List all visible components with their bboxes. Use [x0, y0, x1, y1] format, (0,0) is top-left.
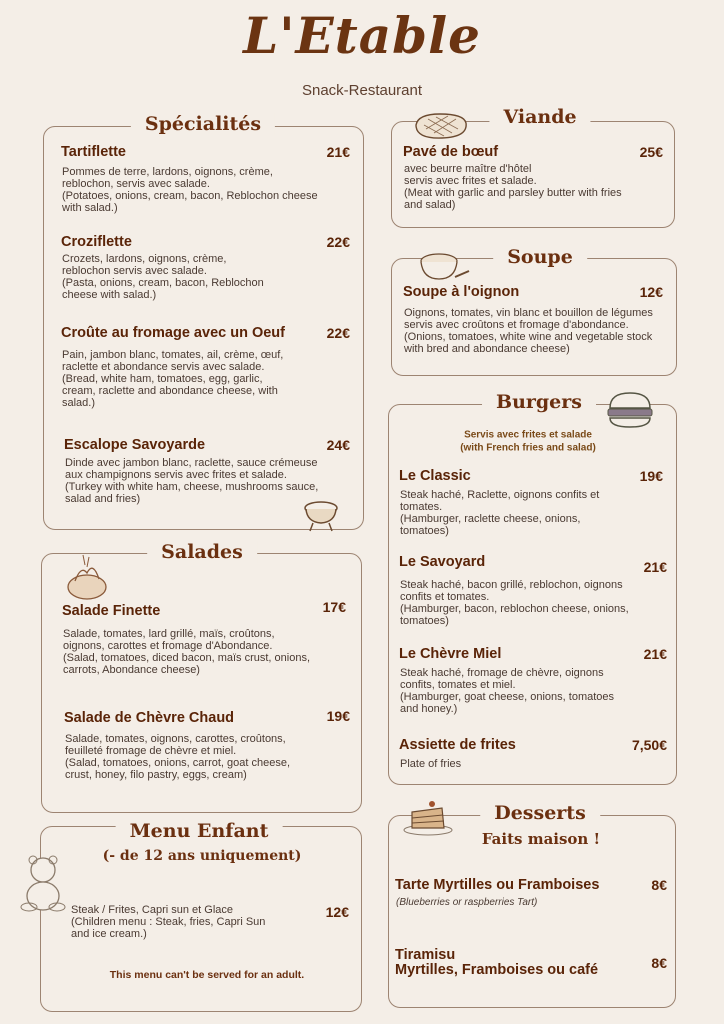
description-line: (Meat with garlic and parsley butter with fries: [404, 187, 622, 200]
menu-item-description: [62, 253, 264, 301]
restaurant-subtitle: Snack-Restaurant: [301, 82, 423, 99]
menu-item-name: Salade de Chèvre Chaud: [64, 710, 235, 726]
menu-item-description: [62, 349, 283, 409]
menu-item-name: Tarte Myrtilles ou Framboises: [395, 877, 600, 893]
description-line: Steak haché, Raclette, oignons confits et: [400, 489, 600, 502]
description-line: and ice cream.): [71, 928, 147, 941]
description-line: (Potatoes, onions, cream, bacon, Reblochon cheese: [62, 190, 318, 202]
description-line: with bred and abondance cheese): [404, 342, 570, 355]
specialites-section-title: Spécialités: [131, 113, 275, 135]
menu-item-name: Pavé de bœuf: [403, 144, 499, 160]
description-line: confits et tomates.: [400, 591, 490, 604]
burgers-section-title: Burgers: [482, 391, 596, 413]
description-line: (Pasta, onions, cream, bacon, Reblochon: [62, 277, 264, 289]
viande-section-title: Viande: [489, 106, 590, 128]
desserts-section-title: Desserts: [480, 802, 600, 824]
description-line: avec beurre maître d'hôtel: [404, 163, 532, 176]
menu-item-price: 12€: [325, 904, 349, 920]
menu-item-description: [400, 758, 461, 770]
steak-icon: [412, 111, 470, 146]
description-line: Oignons, tomates, vin blanc et bouillon de légumes: [404, 306, 653, 319]
burgers-subtitle: Servis avec frites et salade: [464, 429, 592, 441]
teddy-bear-icon: [15, 852, 75, 917]
menu-item-description: [65, 457, 318, 505]
description-line: (Hamburger, goat cheese, onions, tomatoes: [400, 691, 615, 704]
description-line: (Onions, tomatoes, white wine and vegetable stock: [404, 330, 653, 343]
description-line: tomatoes): [400, 615, 449, 628]
menu-item-name: Le Chèvre Miel: [399, 646, 502, 662]
description-line: tomates.: [400, 501, 443, 514]
salad-plate-icon: [65, 551, 109, 608]
description-line: Dinde avec jambon blanc, raclette, sauce crémeuse: [65, 457, 318, 469]
menu-item-description: [63, 628, 310, 676]
description-line: cream, raclette and abondance cheese, with: [62, 385, 278, 397]
menu-item-name: Escalope Savoyarde: [64, 437, 206, 453]
menu-item-price: 19€: [639, 468, 663, 484]
salades-section-title: Salades: [147, 541, 257, 563]
description-line: (Bread, white ham, tomatoes, egg, garlic,: [62, 373, 263, 385]
menu-item-price: 21€: [643, 559, 667, 575]
menu-item-name: Croûte au fromage avec un Oeuf: [61, 325, 285, 341]
menu-item-name: Croziflette: [61, 234, 132, 250]
description-line: Pommes de terre, lardons, oignons, crème,: [62, 166, 273, 178]
menu-item-description: [396, 897, 537, 908]
description-line: cheese with salad.): [62, 289, 157, 301]
description-line: tomatoes): [400, 525, 449, 538]
restaurant-logo: L'Etable: [243, 6, 481, 65]
menu-item-name: Soupe à l'oignon: [403, 284, 520, 300]
menu-item-price: 21€: [326, 144, 350, 160]
description-line: crust, honey, filo pastry, eggs, cream): [65, 769, 247, 782]
menu-item-description: [71, 904, 265, 940]
menu-item-price: 24€: [326, 437, 350, 453]
menu-item-description: [400, 489, 599, 537]
cake-slice-icon: [402, 798, 458, 843]
description-line: carrots, Abondance cheese): [63, 664, 200, 677]
enfant-subtitle: (- de 12 ans uniquement): [102, 848, 302, 864]
description-line: salad.): [62, 397, 96, 409]
menu-item-price: 21€: [643, 646, 667, 662]
description-line: Steak haché, fromage de chèvre, oignons: [400, 667, 604, 680]
description-line: Pain, jambon blanc, tomates, ail, crème, œuf,: [62, 349, 284, 361]
description-line: (Hamburger, raclette cheese, onions,: [400, 513, 581, 526]
description-line: reblochon servis avec salade.: [62, 265, 207, 277]
menu-item-name: Salade Finette: [62, 603, 161, 619]
enfant-section-title: Menu Enfant: [116, 820, 283, 842]
menu-item-description: [65, 733, 290, 781]
menu-item-name: Tiramisu: [395, 947, 456, 963]
description-line: (Blueberries or raspberries Tart): [396, 896, 538, 908]
menu-item-description: [404, 163, 622, 211]
description-line: feuilleté fromage de chèvre et miel.: [65, 745, 237, 758]
description-line: Crozets, lardons, oignons, crème,: [62, 253, 227, 265]
menu-item-name: Tartiflette: [61, 144, 126, 160]
desserts-subtitle: Faits maison !: [481, 830, 601, 848]
description-line: Steak haché, bacon grillé, reblochon, oignons: [400, 579, 623, 592]
description-line: and honey.): [400, 703, 458, 716]
description-line: aux champignons servis avec frites et salade.: [65, 469, 287, 481]
menu-item-description: [400, 667, 614, 715]
description-line: raclette et abondance servis avec salade.: [62, 361, 265, 373]
description-line: (Hamburger, bacon, reblochon cheese, onions,: [400, 603, 629, 616]
description-line: Salade, tomates, lard grillé, maïs, croûtons,: [63, 628, 275, 641]
description-line: salad and fries): [65, 493, 141, 505]
burger-icon: [605, 390, 655, 435]
menu-item-price: 25€: [639, 144, 663, 160]
menu-item-description: [400, 579, 629, 627]
description-line: and salad): [404, 199, 456, 212]
description-line: Steak / Frites, Capri sun et Glace: [71, 904, 234, 917]
menu-item-price: 12€: [639, 284, 663, 300]
description-line: oignons, carottes et fromage d'Abondance.: [63, 640, 273, 653]
enfant-note: This menu can't be served for an adult.: [109, 969, 305, 981]
description-line: servis avec frites et salade.: [404, 175, 537, 188]
description-line: (Salad, tomatoes, onions, carrot, goat cheese,: [65, 757, 291, 770]
menu-item-name: Le Classic: [399, 468, 471, 484]
menu-item-name: Assiette de frites: [399, 737, 516, 753]
menu-item-price: 8€: [651, 877, 667, 893]
description-line: servis avec croûtons et fromage d'abondance.: [404, 318, 629, 331]
menu-item-price: 22€: [326, 325, 350, 341]
menu-item-description: [62, 166, 318, 214]
menu-item-price: 22€: [326, 234, 350, 250]
burgers-subtitle: (with French fries and salad): [460, 442, 596, 454]
description-line: Salade, tomates, oignons, carottes, croûtons,: [65, 733, 286, 746]
description-line: Plate of fries: [400, 758, 462, 771]
menu-item-description: [404, 307, 653, 355]
description-line: (Salad, tomatoes, diced bacon, maïs crust, onions,: [63, 652, 311, 665]
menu-item-price: 19€: [326, 708, 350, 724]
description-line: with salad.): [62, 202, 118, 214]
menu-item-price: 7,50€: [631, 737, 667, 753]
menu-item-price: 17€: [322, 599, 346, 615]
soupe-section-title: Soupe: [493, 246, 587, 268]
menu-item-name: Le Savoyard: [399, 554, 486, 570]
description-line: reblochon, servis avec salade.: [62, 178, 210, 190]
menu-item-name-line2: Myrtilles, Framboises ou café: [395, 962, 599, 978]
description-line: (Turkey with white ham, cheese, mushrooms sauce,: [65, 481, 319, 493]
description-line: confits, tomates et miel.: [400, 679, 516, 692]
description-line: (Children menu : Steak, fries, Capri Sun: [71, 916, 266, 929]
menu-item-price: 8€: [651, 955, 667, 971]
